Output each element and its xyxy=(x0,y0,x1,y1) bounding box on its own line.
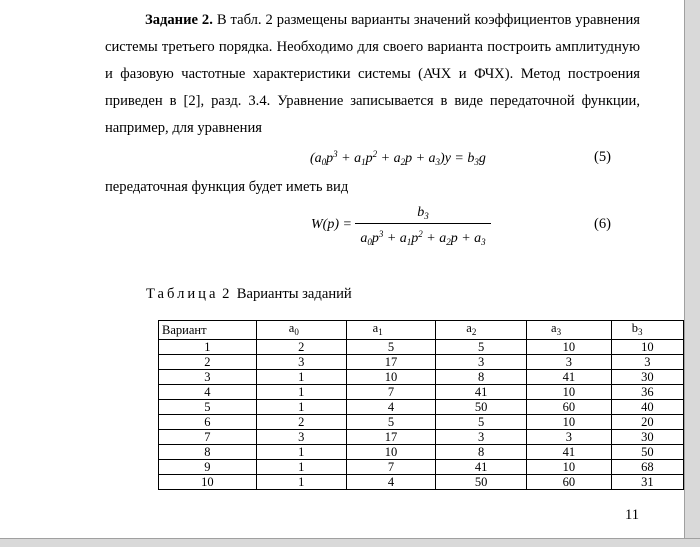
transfer-function-text: передаточная функция будет иметь вид xyxy=(105,179,349,195)
equation-6-denominator: $a_0p^3 + a_1p^2 + a_2p + a_3$ xyxy=(360,229,486,247)
cell-b3: 3 xyxy=(611,355,683,370)
cell-variant: 10 xyxy=(159,475,257,490)
table-caption-word: Таблица xyxy=(146,286,219,302)
table-row xyxy=(159,475,684,490)
cell-a0: 3 xyxy=(256,430,346,445)
page-number: 11 xyxy=(625,507,640,523)
equation-6-lhs: W(p) = xyxy=(311,217,352,232)
cell-b3: 31 xyxy=(611,475,683,490)
table-header-row xyxy=(159,321,684,340)
cell-a3: 10 xyxy=(527,415,612,430)
table-row xyxy=(159,385,684,400)
cell-b3: 30 xyxy=(611,370,683,385)
cell-b3: 50 xyxy=(611,445,683,460)
cell-a2: 50 xyxy=(436,475,527,490)
cell-a3: 60 xyxy=(527,400,612,415)
cell-a2: 3 xyxy=(436,355,527,370)
cell-a3: 3 xyxy=(527,355,612,370)
cell-a0: 1 xyxy=(256,385,346,400)
table-row xyxy=(159,400,684,415)
task-text: В табл. 2 размещены варианты значений коэффициентов уравнения системы третьего порядка. Необходимо для своего варианта построить амплитудную и фазовую частотные характеристики системы (АЧХ и ФЧХ). Метод построения приведен в [2], разд. 3.4. Уравнение записывается в виде передаточной функции, например, для уравнения xyxy=(105,12,640,136)
equation-6-number: (6) xyxy=(594,216,612,232)
cell-a0: 1 xyxy=(256,475,346,490)
header-b3: $b_3$ xyxy=(611,321,683,340)
cell-a0: 1 xyxy=(256,370,346,385)
table-row xyxy=(159,445,684,460)
cell-variant: 2 xyxy=(159,355,257,370)
fraction-bar xyxy=(355,223,491,224)
cell-b3: 40 xyxy=(611,400,683,415)
table-caption-title: Варианты заданий xyxy=(236,286,352,302)
variants-table xyxy=(158,320,684,490)
cell-a2: 8 xyxy=(436,445,527,460)
task-paragraph xyxy=(105,7,640,142)
task-label: Задание 2. xyxy=(145,12,213,28)
cell-a2: 5 xyxy=(436,340,527,355)
table-caption-number: 2 xyxy=(222,286,230,302)
cell-a0: 1 xyxy=(256,460,346,475)
header-variant: Вариант xyxy=(159,321,257,340)
cell-variant: 9 xyxy=(159,460,257,475)
cell-a3: 10 xyxy=(527,385,612,400)
cell-a1: 10 xyxy=(346,370,436,385)
cell-b3: 36 xyxy=(611,385,683,400)
cell-a1: 4 xyxy=(346,400,436,415)
cell-a3: 41 xyxy=(527,445,612,460)
cell-variant: 4 xyxy=(159,385,257,400)
cell-a2: 41 xyxy=(436,385,527,400)
cell-b3: 30 xyxy=(611,430,683,445)
cell-b3: 68 xyxy=(611,460,683,475)
cell-a1: 7 xyxy=(346,460,436,475)
cell-a3: 10 xyxy=(527,340,612,355)
cell-a0: 3 xyxy=(256,355,346,370)
table-row xyxy=(159,340,684,355)
table-row xyxy=(159,355,684,370)
cell-a3: 10 xyxy=(527,460,612,475)
cell-a3: 3 xyxy=(527,430,612,445)
table-row xyxy=(159,415,684,430)
table-caption xyxy=(146,286,352,303)
cell-a1: 7 xyxy=(346,385,436,400)
cell-a0: 2 xyxy=(256,340,346,355)
header-a3: $a_3$ xyxy=(527,321,612,340)
table-row xyxy=(159,430,684,445)
equation-6-numerator: $b_3$ xyxy=(417,205,429,221)
table-row xyxy=(159,370,684,385)
cell-a1: 4 xyxy=(346,475,436,490)
cell-a1: 5 xyxy=(346,415,436,430)
cell-a0: 1 xyxy=(256,445,346,460)
cell-a2: 41 xyxy=(436,460,527,475)
cell-a1: 5 xyxy=(346,340,436,355)
cell-variant: 3 xyxy=(159,370,257,385)
cell-b3: 20 xyxy=(611,415,683,430)
equation-6-fraction xyxy=(355,205,491,250)
cell-variant: 5 xyxy=(159,400,257,415)
cell-variant: 7 xyxy=(159,430,257,445)
cell-a1: 17 xyxy=(346,430,436,445)
cell-a0: 2 xyxy=(256,415,346,430)
cell-a2: 3 xyxy=(436,430,527,445)
window-frame-right xyxy=(684,0,700,546)
equation-5-math: $(a_0p^3 + a_1p^2 + a_2p + a_3)y = b_3g$ xyxy=(310,149,486,167)
cell-a2: 50 xyxy=(436,400,527,415)
cell-b3: 10 xyxy=(611,340,683,355)
cell-a1: 10 xyxy=(346,445,436,460)
header-a1: $a_1$ xyxy=(346,321,436,340)
header-a2: $a_2$ xyxy=(436,321,527,340)
cell-a2: 8 xyxy=(436,370,527,385)
table-body xyxy=(159,340,684,490)
cell-a3: 41 xyxy=(527,370,612,385)
equation-5-number: (5) xyxy=(594,149,612,165)
cell-variant: 1 xyxy=(159,340,257,355)
cell-variant: 6 xyxy=(159,415,257,430)
cell-a3: 60 xyxy=(527,475,612,490)
table-row xyxy=(159,460,684,475)
cell-a1: 17 xyxy=(346,355,436,370)
cell-a0: 1 xyxy=(256,400,346,415)
equation-5 xyxy=(310,149,486,167)
cell-a2: 5 xyxy=(436,415,527,430)
cell-variant: 8 xyxy=(159,445,257,460)
header-a0: $a_0$ xyxy=(256,321,346,340)
